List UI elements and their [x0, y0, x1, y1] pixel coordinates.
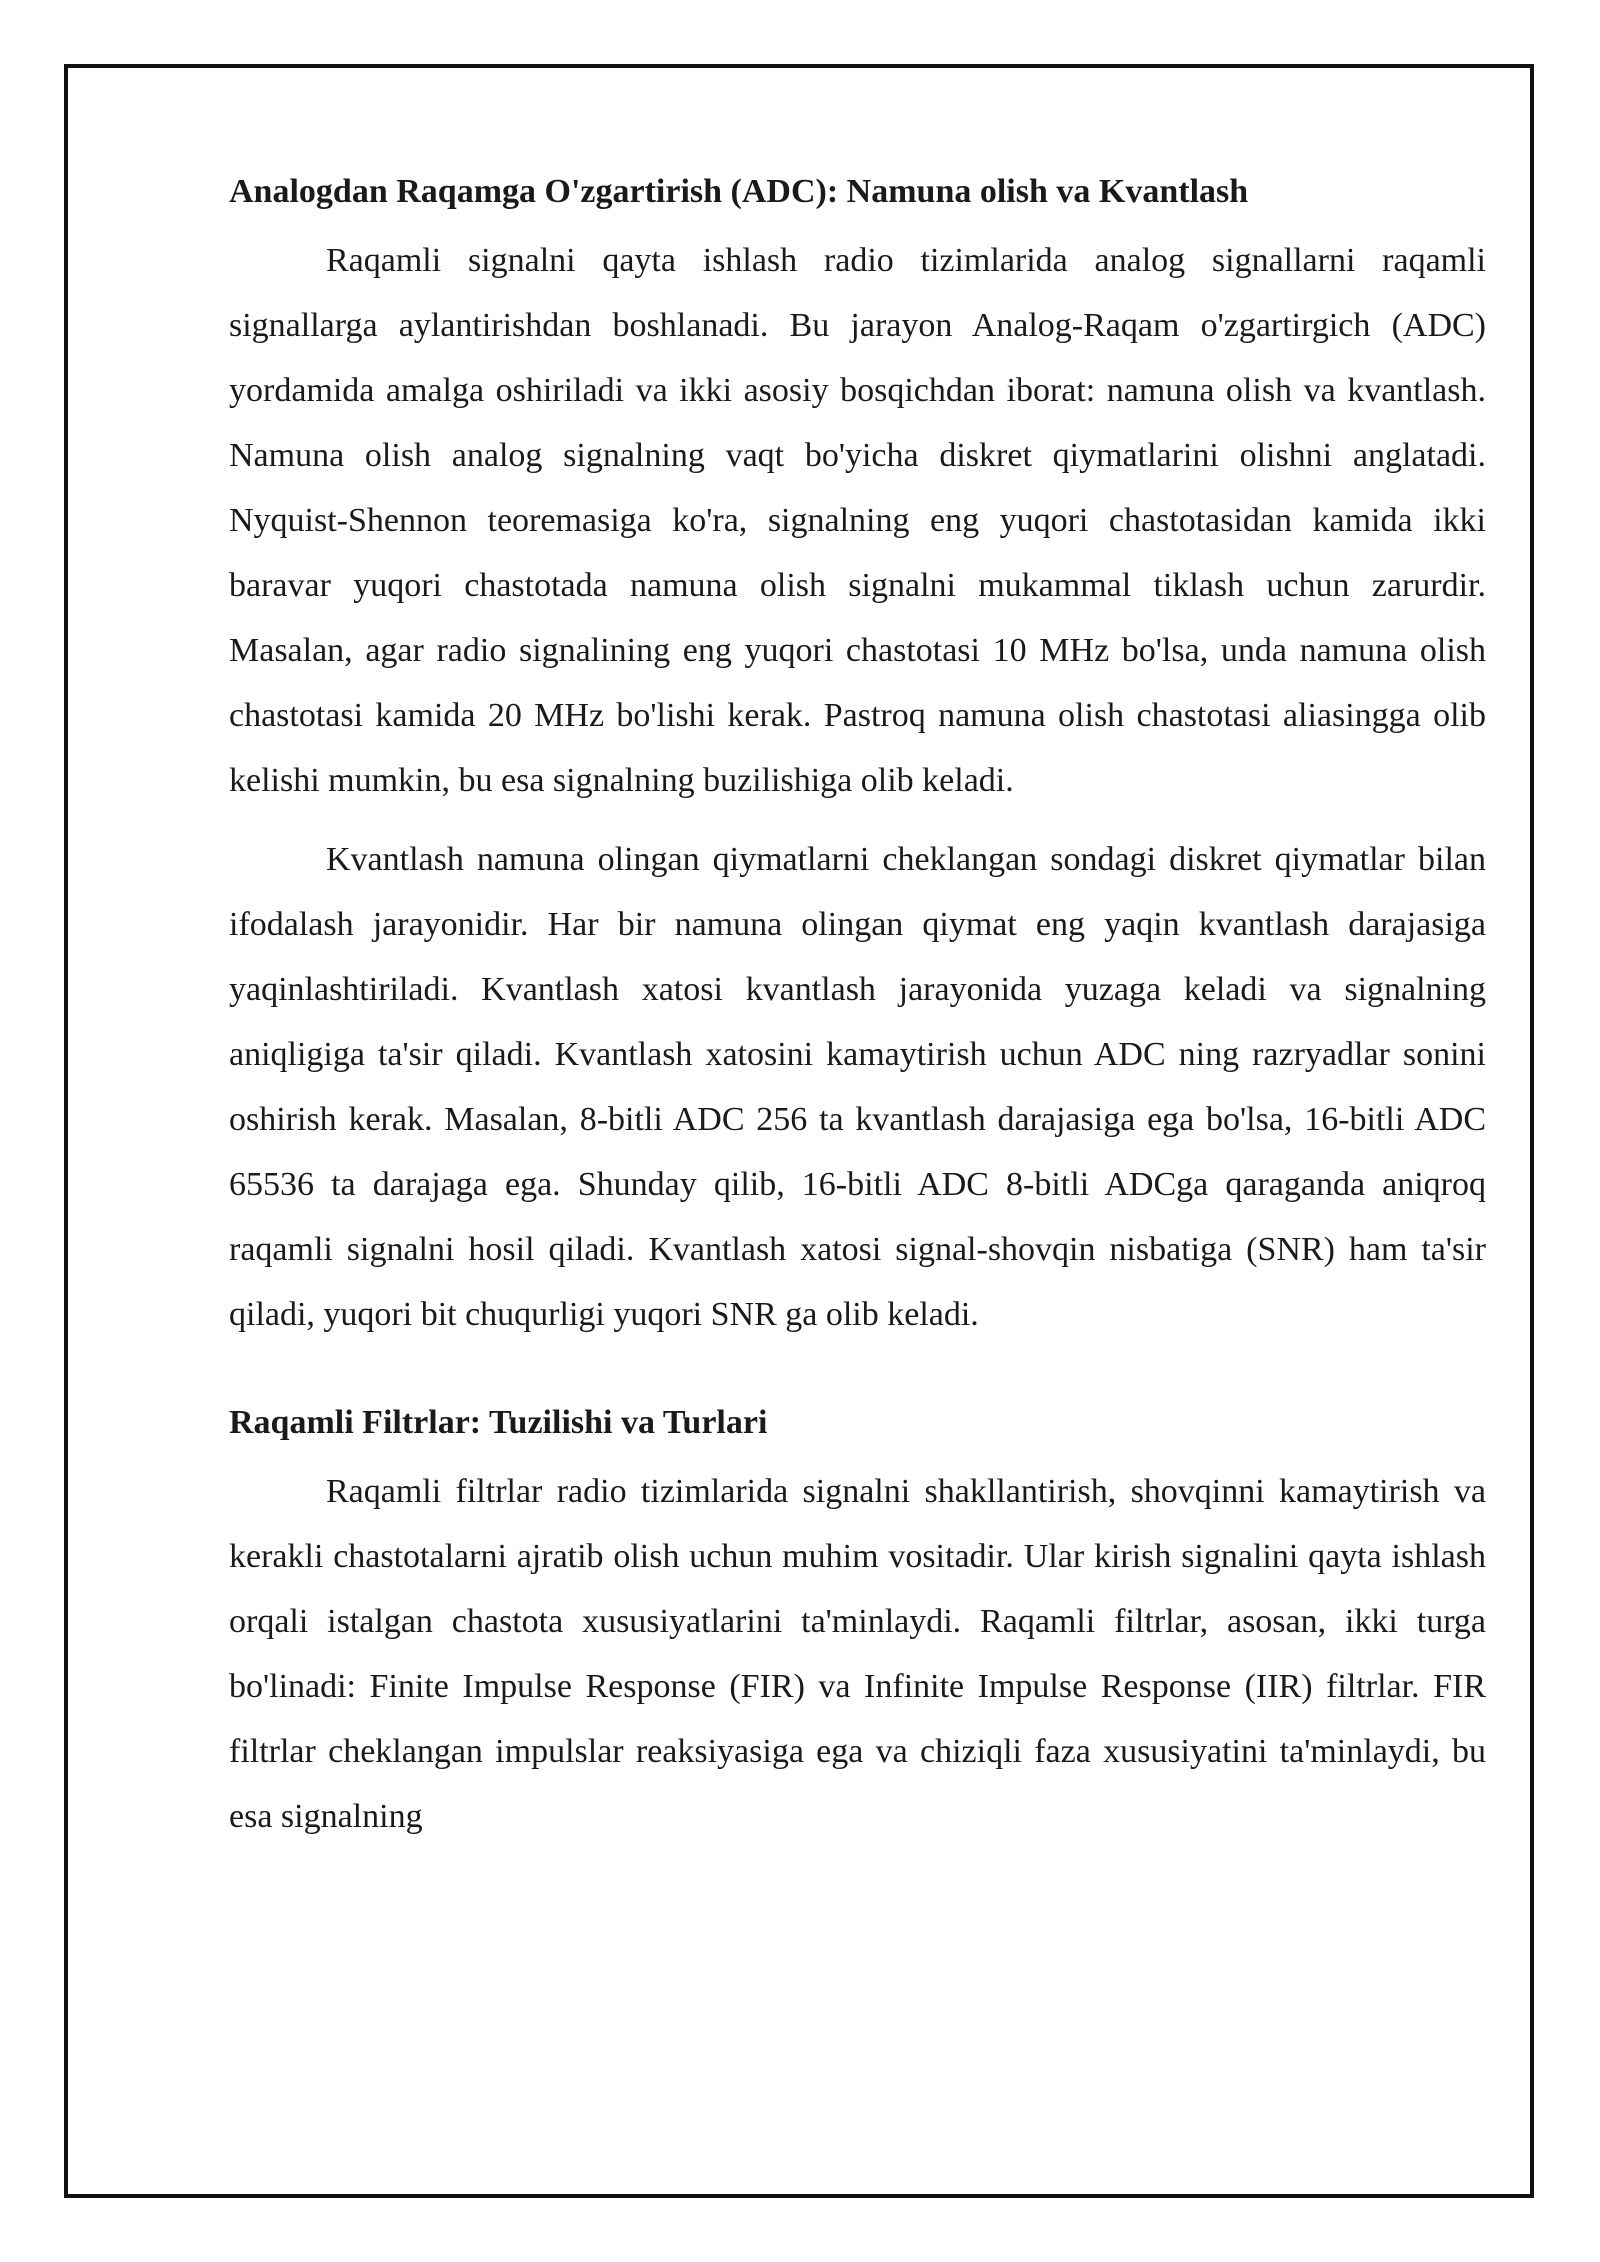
paragraph-sampling: Raqamli signalni qayta ishlash radio tizimlarida analog signallarni raqamli signallarga aylantirishdan boshlanadi. Bu jarayon Analog-Raqam o'zgartirgich (ADC) yordamida amalga oshiriladi va ikki asosiy bosqichdan iborat: namuna olish va kvantlash. Namuna olish analog signalning vaqt bo'yicha diskret qiymatlarini olishni anglatadi. Nyquist-Shennon teoremasiga ko'ra, signalning eng yuqori chastotasidan kamida ikki baravar yuqori chastotada namuna olish signalni mukammal tiklash uchun zarurdir. Masalan, agar radio signalining eng yuqori chastotasi 10 MHz bo'lsa, unda namuna olish chastotasi kamida 20 MHz bo'lishi kerak. Pastroq namuna olish chastotasi aliasingga olib kelishi mumkin, bu esa signalning buzilishiga olib keladi. — [229, 242, 1486, 799]
section-heading-digital-filters: Raqamli Filtrlar: Tuzilishi va Turlari — [229, 1404, 768, 1441]
paragraph-quantization: Kvantlash namuna olingan qiymatlarni cheklangan sondagi diskret qiymatlar bilan ifodalash jarayonidir. Har bir namuna olingan qiymat eng yaqin kvantlash darajasiga yaqinlashtiriladi. Kvantlash xatosi kvantlash jarayonida yuzaga keladi va signalning aniqligiga ta'sir qiladi. Kvantlash xatosini kamaytirish uchun ADC ning razryadlar sonini oshirish kerak. Masalan, 8-bitli ADC 256 ta kvantlash darajasiga ega bo'lsa, 16-bitli ADC 65536 ta darajaga ega. Shunday qilib, 16-bitli ADC 8-bitli ADCga qaraganda aniqroq raqamli signalni hosil qiladi. Kvantlash xatosi signal-shovqin nisbatiga (SNR) ham ta'sir qiladi, yuqori bit chuqurligi yuqori SNR ga olib keladi. — [229, 841, 1486, 1333]
paragraph-filters: Raqamli filtrlar radio tizimlarida signalni shakllantirish, shovqinni kamaytirish va kerakli chastotalarni ajratib olish uchun muhim vositadir. Ular kirish signalini qayta ishlash orqali istalgan chastota xususiyatlarini ta'minlaydi. Raqamli filtrlar, asosan, ikki turga bo'linadi: Finite Impulse Response (FIR) va Infinite Impulse Response (IIR) filtrlar. FIR filtrlar cheklangan impulslar reaksiyasiga ega va chiziqli faza xususiyatini ta'minlaydi, bu esa signalning — [229, 1473, 1486, 1835]
section-heading-adc: Analogdan Raqamga O'zgartirish (ADC): Namuna olish va Kvantlash — [229, 173, 1249, 210]
document-body — [229, 170, 1486, 1863]
